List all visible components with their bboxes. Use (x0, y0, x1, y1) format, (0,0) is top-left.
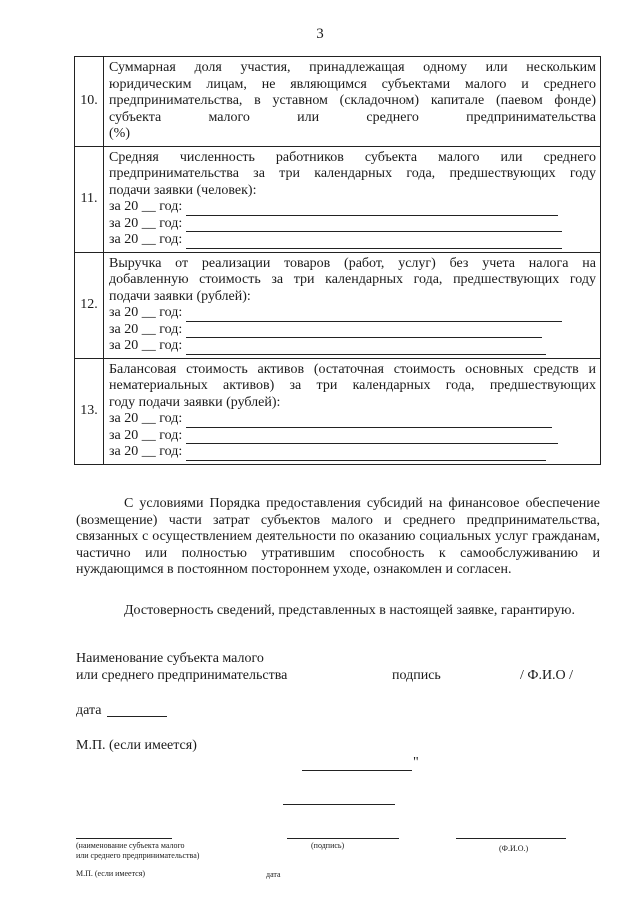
year-label: за 20 __ год: (109, 321, 183, 337)
date-field[interactable] (107, 716, 167, 717)
footer-entity-caption2: или среднего предпринимательства) (76, 851, 200, 860)
fio-label: / Ф.И.О / (520, 668, 574, 683)
row-text-line: добавленную стоимость за три календарных года, предшествующих году (109, 272, 596, 287)
year-entry (109, 232, 596, 249)
year-value-field[interactable] (186, 236, 562, 249)
year-entry (109, 444, 596, 461)
row-content (104, 57, 601, 147)
footer-date-caption: дата (266, 870, 281, 879)
row-content (104, 358, 601, 464)
quote-mark: " (413, 755, 419, 770)
row-number: 12. (75, 252, 104, 358)
row-number: 13. (75, 358, 104, 464)
year-entry (109, 411, 596, 428)
year-label: за 20 __ год: (109, 411, 183, 426)
seal-label: М.П. (если имеется) (76, 738, 197, 753)
row-text-line: нематериальных активов) за три календарных года, предшествующих (109, 378, 596, 393)
row-text-line: субъекта малого или среднего предпринимательства (109, 109, 596, 125)
blank-line (302, 770, 412, 771)
footer-entity-line (76, 838, 172, 839)
row-text-line: Суммарная доля участия, принадлежащая одному или нескольким (109, 60, 596, 75)
footer-fio-caption: (Ф.И.О.) (499, 844, 529, 853)
date-label: дата (76, 703, 102, 718)
year-label: за 20 __ год: (109, 199, 183, 214)
year-label: за 20 __ год: (109, 232, 183, 247)
year-entry (109, 322, 596, 339)
table-row (75, 252, 601, 358)
entity-name-label-line2: или среднего предпринимательства (76, 668, 288, 683)
row-text-line: предпринимательства, в уставном (складочном) капитале (паевом фонде) (109, 93, 596, 108)
row-text-line: году подачи заявки (рублей): (109, 394, 281, 410)
year-entry (109, 199, 596, 216)
footer-entity-caption1: (наименование субъекта малого (76, 841, 185, 850)
year-value-field[interactable] (186, 203, 558, 216)
row-text-line: предпринимательства за три календарных года, предшествующих году (109, 166, 596, 181)
page-number: 3 (316, 26, 324, 42)
year-entry (109, 338, 596, 355)
row-content (104, 146, 601, 252)
year-entry (109, 428, 596, 445)
footer-sign-line (287, 838, 399, 839)
guarantee-paragraph: Достоверность сведений, представленных в настоящей заявке, гарантирую. (124, 603, 575, 618)
row-number: 11. (75, 146, 104, 252)
signature-label: подпись (392, 668, 441, 683)
table-row (75, 358, 601, 464)
entity-name-label-line1: Наименование субъекта малого (76, 651, 264, 666)
conditions-paragraph: С условиями Порядка предоставления субсидий на финансовое обеспечение (возмещение) части затрат субъектов малого и среднего предпринимательства, связанных с осуществлением деятельности по оказанию социальных услуг гражданам, частично или полностью утратившим способность к самообслуживанию и нуждающимся в постоянном постороннем уходе, ознакомлен и согласен. (76, 496, 600, 577)
year-label: за 20 __ год: (109, 444, 183, 459)
row-text-line: подачи заявки (рублей): (109, 288, 251, 304)
row-number: 10. (75, 57, 104, 147)
footer-fio-line (456, 838, 566, 839)
year-entry (109, 216, 596, 233)
row-text-line: Выручка от реализации товаров (работ, услуг) без учета налога на (109, 255, 596, 271)
table-row (75, 146, 601, 252)
row-text-line: (%) (109, 126, 130, 141)
year-label: за 20 __ год: (109, 215, 183, 231)
footer-seal-caption: М.П. (если имеется) (76, 869, 146, 878)
footer-sign-caption: (подпись) (311, 841, 345, 850)
row-text-line: Средняя численность работников субъекта малого или среднего (109, 149, 596, 165)
year-value-field[interactable] (186, 415, 552, 428)
year-label: за 20 __ год: (109, 305, 183, 320)
application-table (74, 56, 601, 465)
year-value-field[interactable] (186, 342, 546, 355)
year-value-field[interactable] (186, 431, 558, 444)
row-content (104, 252, 601, 358)
row-text-line: подачи заявки (человек): (109, 182, 257, 198)
year-value-field[interactable] (186, 448, 546, 461)
blank-line (283, 804, 395, 805)
year-value-field[interactable] (186, 309, 562, 322)
row-text-line: юридическим лицам, не являющимся субъектами малого и среднего (109, 76, 596, 92)
year-value-field[interactable] (186, 219, 562, 232)
year-value-field[interactable] (186, 325, 542, 338)
year-entry (109, 305, 596, 322)
year-label: за 20 __ год: (109, 338, 183, 353)
table-row (75, 57, 601, 147)
year-label: за 20 __ год: (109, 427, 183, 443)
row-text-line: Балансовая стоимость активов (остаточная стоимость основных средств и (109, 361, 596, 377)
